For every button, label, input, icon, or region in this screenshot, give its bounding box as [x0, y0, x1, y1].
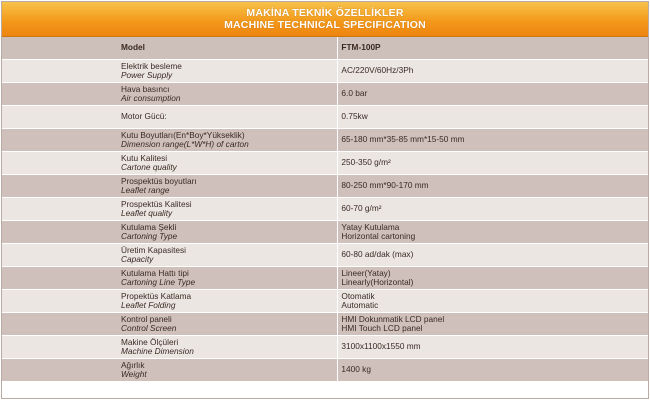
spec-label: [2, 152, 338, 175]
table-row: [2, 83, 648, 106]
spec-label-turkish: Kontrol paneli: [121, 313, 172, 324]
spec-header: [2, 2, 648, 37]
spec-table: [2, 37, 648, 382]
spec-label: [2, 313, 338, 336]
spec-label-english: Control Screen: [121, 323, 177, 333]
table-header-row: [2, 37, 648, 60]
spec-value: [338, 290, 648, 313]
spec-value: [338, 60, 648, 83]
table-row: [2, 244, 648, 267]
spec-label: [2, 267, 338, 290]
spec-label: [2, 198, 338, 221]
spec-value: [338, 129, 648, 152]
spec-label-english: Capacity: [121, 254, 154, 264]
spec-value-line: 250-350 g/m²: [341, 157, 391, 168]
spec-value-line: AC/220V/60Hz/3Ph: [341, 65, 414, 76]
table-row: [2, 221, 648, 244]
spec-label-turkish: Kutulama Şekli: [121, 221, 177, 232]
spec-label-turkish: Hava basıncı: [121, 83, 170, 94]
table-row: [2, 267, 648, 290]
spec-value: [338, 198, 648, 221]
spec-value-line: 80-250 mm*90-170 mm: [341, 180, 429, 191]
spec-sheet: [1, 1, 649, 399]
table-row: [2, 313, 648, 336]
spec-label-english: Cartoning Type: [121, 231, 178, 241]
spec-label-turkish: Motor Gücü:: [121, 111, 167, 122]
spec-label: [2, 359, 338, 382]
spec-label-english: Leaflet quality: [121, 208, 173, 218]
spec-label-english: Cartoning Line Type: [121, 277, 196, 287]
spec-value: [338, 313, 648, 336]
spec-label: [2, 336, 338, 359]
table-row: [2, 198, 648, 221]
spec-value: [338, 106, 648, 129]
spec-value-line: 1400 kg: [341, 364, 371, 375]
spec-label-turkish: Propektüs Katlama: [121, 290, 192, 301]
spec-label-english: Weight: [121, 369, 147, 379]
spec-value-line: 0.75kw: [341, 111, 368, 122]
header-model-label: Model: [2, 37, 338, 60]
spec-label-turkish: Elektrik besleme: [121, 60, 182, 71]
spec-label: [2, 244, 338, 267]
spec-label-turkish: Üretim Kapasitesi: [121, 244, 187, 255]
spec-value: [338, 83, 648, 106]
spec-value-line: Automatic: [341, 300, 379, 310]
spec-value-line: 65-180 mm*35-85 mm*15-50 mm: [341, 134, 465, 145]
spec-label: [2, 60, 338, 83]
spec-label: [2, 175, 338, 198]
header-model-value: FTM-100P: [338, 37, 648, 60]
spec-value-line: Horizontal cartoning: [341, 231, 416, 241]
spec-value: [338, 244, 648, 267]
table-row: [2, 152, 648, 175]
table-row: [2, 106, 648, 129]
spec-value-line: Lineer(Yatay): [341, 267, 391, 278]
spec-label: [2, 106, 338, 129]
table-row: [2, 336, 648, 359]
spec-label: [2, 290, 338, 313]
table-row: [2, 129, 648, 152]
table-row: [2, 359, 648, 382]
spec-value-line: 6.0 bar: [341, 88, 368, 99]
spec-label-english: Power Supply: [121, 70, 173, 80]
spec-value-line: Yatay Kutulama: [341, 221, 400, 232]
spec-label: [2, 83, 338, 106]
spec-label-turkish: Kutu Kalitesi: [121, 152, 168, 163]
spec-label-english: Leaflet range: [121, 185, 170, 195]
spec-label: [2, 221, 338, 244]
table-row: [2, 290, 648, 313]
spec-label-turkish: Prospektüs Kalitesi: [121, 198, 192, 209]
spec-value: [338, 175, 648, 198]
spec-value: [338, 221, 648, 244]
title-turkish: MAKİNA TEKNİK ÖZELLİKLER: [246, 7, 404, 19]
table-row: [2, 175, 648, 198]
table-row: [2, 60, 648, 83]
spec-value: [338, 359, 648, 382]
spec-label-turkish: Prospektüs boyutları: [121, 175, 197, 186]
spec-label-turkish: Kutu Boyutları(En*Boy*Yükseklik): [121, 129, 245, 140]
spec-label-turkish: Kutulama Hattı tipi: [121, 267, 189, 278]
spec-label-english: Dimension range(L*W*H) of carton: [121, 139, 249, 149]
spec-value: [338, 152, 648, 175]
spec-value: [338, 267, 648, 290]
spec-label: [2, 129, 338, 152]
spec-value-line: Otomatik: [341, 290, 375, 301]
spec-value-line: 60-70 g/m²: [341, 203, 382, 214]
spec-label-turkish: Ağırlık: [121, 359, 145, 370]
spec-value-line: HMI Dokunmatik LCD panel: [341, 313, 445, 324]
spec-value: [338, 336, 648, 359]
spec-label-english: Leaflet Folding: [121, 300, 176, 310]
spec-label-english: Air consumption: [121, 93, 181, 103]
spec-value-line: HMI Touch LCD panel: [341, 323, 423, 333]
title-english: MACHINE TECHNICAL SPECIFICATION: [224, 19, 426, 31]
spec-label-turkish: Makine Ölçüleri: [121, 336, 179, 347]
spec-value-line: 60-80 ad/dak (max): [341, 249, 414, 260]
spec-label-english: Machine Dimension: [121, 346, 194, 356]
spec-value-line: 3100x1100x1550 mm: [341, 341, 421, 352]
spec-label-english: Cartone quality: [121, 162, 177, 172]
spec-value-line: Linearly(Horizontal): [341, 277, 414, 287]
